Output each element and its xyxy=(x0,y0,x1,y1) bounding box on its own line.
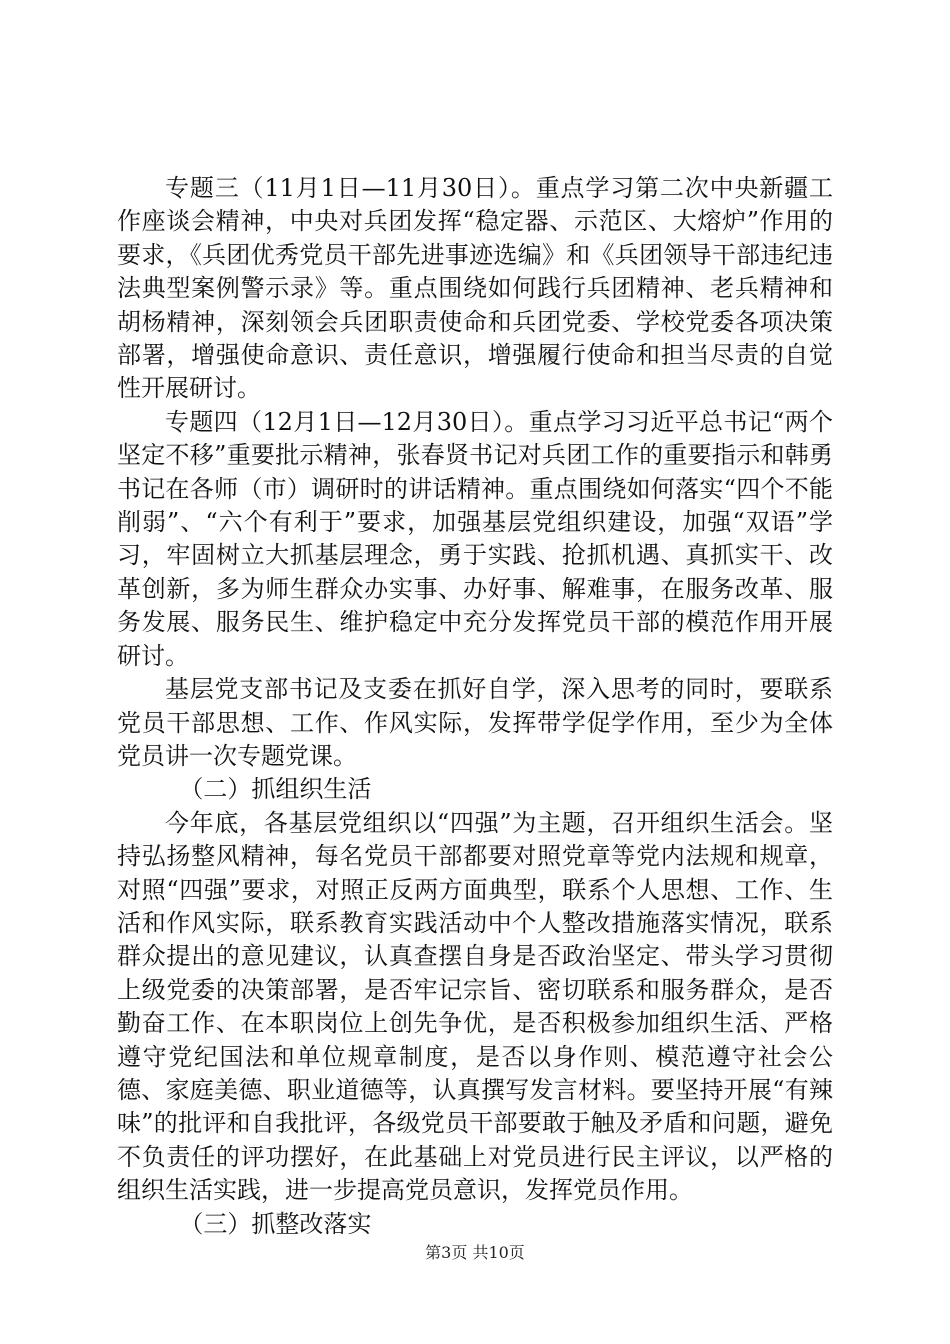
paragraph-topic-four: 专题四（12月1日—12月30日）。重点学习习近平总书记“两个坚定不移”重要批示精神，张春贤书记对兵团工作的重要指示和韩勇书记在各师（市）调研时的讲话精神。重点围绕如何落实“四个不能削弱”、“六个有利于”要求，加强基层党组织建设，加强“双语”学习，牢固树立大抓基层理念，勇于实践、抢抓机遇、真抓实干、改革创新，多为师生群众办实事、办好事、解难事，在服务改革、服务发展、服务民生、维护稳定中充分发挥党员干部的模范作用开展研讨。 xyxy=(117,407,833,670)
paragraph-branch-secretary: 基层党支部书记及支委在抓好自学，深入思考的同时，要联系党员干部思想、工作、作风实际，发挥带学促学作用，至少为全体党员讲一次专题党课。 xyxy=(117,675,833,770)
section-heading-organization-life: （二）抓组织生活 xyxy=(179,775,372,804)
page-number-footer: 第3页 共10页 xyxy=(425,1243,525,1262)
document-body xyxy=(117,172,833,1241)
paragraph-organization-life: 今年底，各基层党组织以“四强”为主题，召开组织生活会。坚持弘扬整风精神，每名党员干部都要对照党章等党内法规和规章，对照“四强”要求，对照正反两方面典型，联系个人思想、工作、生活和作风实际，联系教育实践活动中个人整改措施落实情况，联系群众提出的意见建议，认真查摆自身是否政治坚定、带头学习贯彻上级党委的决策部署，是否牢记宗旨、密切联系和服务群众，是否勤奋工作、在本职岗位上创先争优，是否积极参加组织生活、严格遵守党纪国法和单位规章制度，是否以身作则、模范遵守社会公德、家庭美德、职业道德等，认真撰写发言材料。要坚持开展“有辣味”的批评和自我批评，各级党员干部要敢于触及矛盾和问题，避免不负责任的评功摆好，在此基础上对党员进行民主评议，以严格的组织生活实践，进一步提高党员意识，发挥党员作用。 xyxy=(117,808,833,1205)
paragraph-topic-three: 专题三（11月1日—11月30日）。重点学习第二次中央新疆工作座谈会精神，中央对兵团发挥“稳定器、示范区、大熔炉”作用的要求，《兵团优秀党员干部先进事迹选编》和《兵团领导干部违纪违法典型案例警示录》等。重点围绕如何践行兵团精神、老兵精神和胡杨精神，深刻领会兵团职责使命和兵团党委、学校党委各项决策部署，增强使命意识、责任意识，增强履行使命和担当尽责的自觉性开展研讨。 xyxy=(117,174,833,403)
section-heading-rectification: （三）抓整改落实 xyxy=(179,1209,372,1238)
